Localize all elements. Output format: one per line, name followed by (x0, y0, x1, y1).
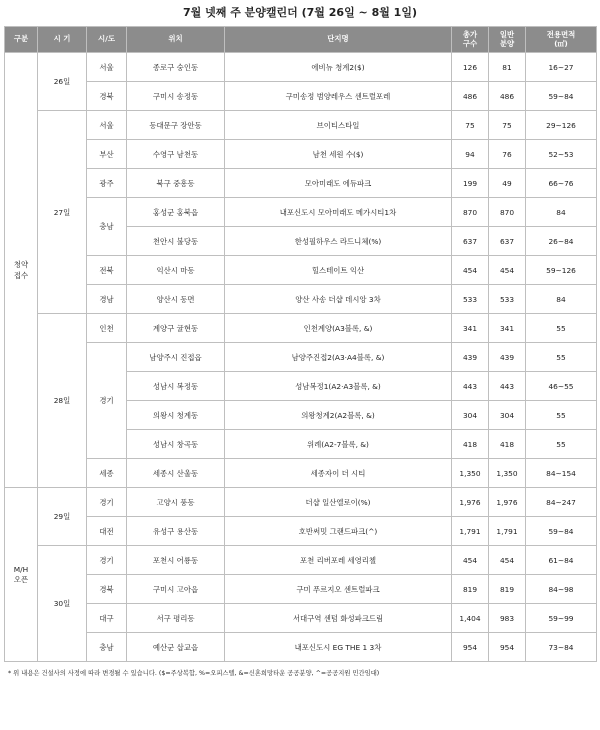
general-cell: 439 (489, 343, 526, 372)
table-row (5, 459, 597, 488)
header-category: 구분 (5, 27, 38, 53)
header-area (526, 27, 597, 53)
area-cell: 61~84 (526, 546, 597, 575)
region-cell: 경북 (87, 575, 127, 604)
region-cell: 전북 (87, 256, 127, 285)
complex-cell: 남양주진접2(A3·A4블록, &) (225, 343, 452, 372)
location-cell: 양산시 동면 (127, 285, 225, 314)
total-cell: 1,976 (452, 488, 489, 517)
general-cell: 819 (489, 575, 526, 604)
header-row (5, 27, 597, 53)
header-total-units (452, 27, 489, 53)
complex-cell: 호반써밋 그랜드파크(^) (225, 517, 452, 546)
total-cell: 304 (452, 401, 489, 430)
area-cell: 84~247 (526, 488, 597, 517)
region-cell: 서울 (87, 53, 127, 82)
complex-cell: 더샵 일산엘로이(%) (225, 488, 452, 517)
region-cell: 서울 (87, 111, 127, 140)
table-row (5, 198, 597, 227)
area-cell: 73~84 (526, 633, 597, 662)
area-cell: 55 (526, 430, 597, 459)
complex-cell: 에비뉴 청계2($) (225, 53, 452, 82)
total-cell: 454 (452, 256, 489, 285)
region-cell: 충남 (87, 198, 127, 256)
category-subscription-line1: 청약 (13, 260, 29, 269)
location-cell: 남양주시 진접읍 (127, 343, 225, 372)
complex-cell: 포천 리버포레 세영리첼 (225, 546, 452, 575)
total-cell: 1,791 (452, 517, 489, 546)
header-area-line2: (㎡) (554, 39, 568, 48)
table-row (5, 488, 597, 517)
general-cell: 76 (489, 140, 526, 169)
total-cell: 341 (452, 314, 489, 343)
general-cell: 1,976 (489, 488, 526, 517)
category-mh-open (5, 488, 38, 662)
location-cell: 유성구 용산동 (127, 517, 225, 546)
header-general-units (489, 27, 526, 53)
area-cell: 59~126 (526, 256, 597, 285)
region-cell: 인천 (87, 314, 127, 343)
area-cell: 55 (526, 343, 597, 372)
area-cell: 84 (526, 285, 597, 314)
complex-cell: 인천계양(A3블록, &) (225, 314, 452, 343)
day-cell: 27일 (38, 111, 87, 314)
location-cell: 세종시 산울동 (127, 459, 225, 488)
area-cell: 66~76 (526, 169, 597, 198)
complex-cell: 서대구역 센텀 화성파크드림 (225, 604, 452, 633)
complex-cell: 브이티스타일 (225, 111, 452, 140)
general-cell: 870 (489, 198, 526, 227)
region-cell: 경기 (87, 343, 127, 459)
general-cell: 486 (489, 82, 526, 111)
location-cell: 서구 평리동 (127, 604, 225, 633)
table-row (5, 53, 597, 82)
day-cell: 26일 (38, 53, 87, 111)
location-cell: 성남시 복정동 (127, 372, 225, 401)
table-row (5, 546, 597, 575)
table-row (5, 111, 597, 140)
location-cell: 홍성군 홍북읍 (127, 198, 225, 227)
area-cell: 59~84 (526, 517, 597, 546)
region-cell: 세종 (87, 459, 127, 488)
location-cell: 성남시 창곡동 (127, 430, 225, 459)
category-mh-line2: 오픈 (13, 574, 29, 584)
day-cell: 28일 (38, 314, 87, 488)
general-cell: 954 (489, 633, 526, 662)
location-cell: 예산군 삽교읍 (127, 633, 225, 662)
header-area-line1: 전용면적 (546, 29, 576, 39)
complex-cell: 내포신도시 모아미래도 메가시티1차 (225, 198, 452, 227)
general-cell: 443 (489, 372, 526, 401)
general-cell: 533 (489, 285, 526, 314)
category-mh-line1: M/H (13, 564, 29, 574)
table-row (5, 517, 597, 546)
region-cell: 광주 (87, 169, 127, 198)
location-cell: 종로구 숭인동 (127, 53, 225, 82)
total-cell: 439 (452, 343, 489, 372)
complex-cell: 내포신도시 EG THE 1 3차 (225, 633, 452, 662)
total-cell: 533 (452, 285, 489, 314)
table-row (5, 314, 597, 343)
general-cell: 49 (489, 169, 526, 198)
total-cell: 637 (452, 227, 489, 256)
location-cell: 의왕시 청계동 (127, 401, 225, 430)
region-cell: 경기 (87, 488, 127, 517)
complex-cell: 한성필하우스 라드니체(%) (225, 227, 452, 256)
area-cell: 55 (526, 314, 597, 343)
total-cell: 486 (452, 82, 489, 111)
location-cell: 동대문구 장안동 (127, 111, 225, 140)
area-cell: 59~84 (526, 82, 597, 111)
header-general-line2: 분양 (499, 38, 515, 48)
total-cell: 75 (452, 111, 489, 140)
general-cell: 1,791 (489, 517, 526, 546)
location-cell: 익산시 마동 (127, 256, 225, 285)
table-row (5, 575, 597, 604)
total-cell: 126 (452, 53, 489, 82)
area-cell: 84~98 (526, 575, 597, 604)
complex-cell: 양산 사송 더샵 데시앙 3차 (225, 285, 452, 314)
location-cell: 천안시 불당동 (127, 227, 225, 256)
region-cell: 경남 (87, 285, 127, 314)
sales-calendar-table (4, 26, 597, 662)
complex-cell: 구미 푸르지오 센트럴파크 (225, 575, 452, 604)
area-cell: 55 (526, 401, 597, 430)
area-cell: 52~53 (526, 140, 597, 169)
location-cell: 구미시 송정동 (127, 82, 225, 111)
footnote: * 위 내용은 건설사의 사정에 따라 변경될 수 있습니다. ($=주상복합, %=오피스텔, &=신혼희망타운 공공분양, ^=공공지원 민간임대) (8, 670, 380, 677)
location-cell: 포천시 어룡동 (127, 546, 225, 575)
region-cell: 부산 (87, 140, 127, 169)
complex-cell: 성남복정1(A2·A3블록, &) (225, 372, 452, 401)
area-cell: 29~126 (526, 111, 597, 140)
total-cell: 1,404 (452, 604, 489, 633)
page-title: 7월 넷째 주 분양캘린더 (7월 26일 ~ 8월 1일) (183, 6, 417, 19)
location-cell: 계양구 귤현동 (127, 314, 225, 343)
location-cell: 수영구 남천동 (127, 140, 225, 169)
table-row (5, 285, 597, 314)
general-cell: 637 (489, 227, 526, 256)
total-cell: 1,350 (452, 459, 489, 488)
header-total-line2: 구수 (462, 38, 478, 48)
general-cell: 418 (489, 430, 526, 459)
total-cell: 94 (452, 140, 489, 169)
complex-cell: 모아미래도 에듀파크 (225, 169, 452, 198)
table-row (5, 169, 597, 198)
general-cell: 341 (489, 314, 526, 343)
table-row (5, 343, 597, 372)
table-row (5, 604, 597, 633)
complex-cell: 구미송정 범양레우스 센트럴포레 (225, 82, 452, 111)
general-cell: 454 (489, 256, 526, 285)
location-cell: 구미시 고아읍 (127, 575, 225, 604)
complex-cell: 위례(A2-7블록, &) (225, 430, 452, 459)
header-region: 시/도 (87, 27, 127, 53)
area-cell: 26~84 (526, 227, 597, 256)
category-subscription-line2: 접수 (13, 271, 29, 280)
area-cell: 59~99 (526, 604, 597, 633)
region-cell: 대전 (87, 517, 127, 546)
general-cell: 983 (489, 604, 526, 633)
table-row (5, 140, 597, 169)
general-cell: 75 (489, 111, 526, 140)
general-cell: 304 (489, 401, 526, 430)
general-cell: 454 (489, 546, 526, 575)
total-cell: 954 (452, 633, 489, 662)
header-total-line1: 총가 (462, 29, 478, 39)
complex-cell: 남천 세원 수($) (225, 140, 452, 169)
complex-cell: 의왕청계2(A2블록, &) (225, 401, 452, 430)
category-subscription (5, 53, 38, 488)
location-cell: 고양시 풍동 (127, 488, 225, 517)
complex-cell: 세종자이 더 시티 (225, 459, 452, 488)
table-row (5, 256, 597, 285)
total-cell: 870 (452, 198, 489, 227)
table-row (5, 633, 597, 662)
table-row (5, 82, 597, 111)
total-cell: 819 (452, 575, 489, 604)
total-cell: 443 (452, 372, 489, 401)
area-cell: 84 (526, 198, 597, 227)
area-cell: 46~55 (526, 372, 597, 401)
area-cell: 16~27 (526, 53, 597, 82)
general-cell: 81 (489, 53, 526, 82)
total-cell: 199 (452, 169, 489, 198)
location-cell: 북구 중흥동 (127, 169, 225, 198)
day-cell: 30일 (38, 546, 87, 662)
complex-cell: 힐스테이트 익산 (225, 256, 452, 285)
region-cell: 경기 (87, 546, 127, 575)
area-cell: 84~154 (526, 459, 597, 488)
day-cell: 29일 (38, 488, 87, 546)
total-cell: 454 (452, 546, 489, 575)
header-period: 시 기 (38, 27, 87, 53)
header-general-line1: 일반 (499, 29, 515, 39)
general-cell: 1,350 (489, 459, 526, 488)
header-complex: 단지명 (225, 27, 452, 53)
region-cell: 대구 (87, 604, 127, 633)
region-cell: 경북 (87, 82, 127, 111)
header-location: 위치 (127, 27, 225, 53)
total-cell: 418 (452, 430, 489, 459)
region-cell: 충남 (87, 633, 127, 662)
